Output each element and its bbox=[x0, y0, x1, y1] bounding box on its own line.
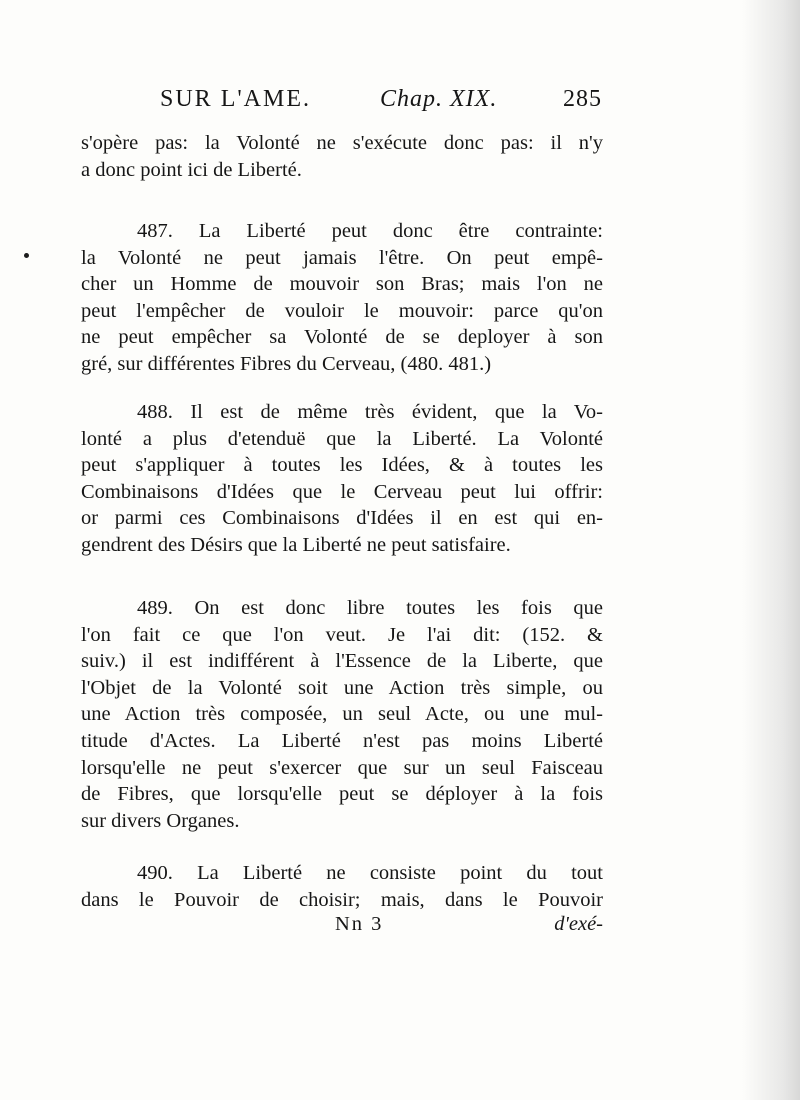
text-line: suiv.) il est indifférent à l'Essence de la Liberte, que bbox=[81, 650, 603, 673]
text-line: dans le Pouvoir de choisir; mais, dans le Pouvoir bbox=[81, 888, 603, 911]
text-line: ne peut empêcher sa Volonté de se deployer à son bbox=[81, 326, 603, 349]
running-header bbox=[160, 86, 602, 118]
chapter-label: Chap. XIX. bbox=[380, 86, 498, 112]
text-line: 487. La Liberté peut donc être contrainte: bbox=[137, 220, 603, 242]
text-line: la Volonté ne peut jamais l'être. On peut empê- bbox=[81, 246, 603, 269]
text-line: l'on fait ce que l'on veut. Je l'ai dit: (152. & bbox=[81, 623, 603, 646]
text-line: lonté a plus d'etenduë que la Liberté. La Volonté bbox=[81, 427, 603, 450]
text-line: sur divers Organes. bbox=[81, 809, 240, 832]
text-line: 490. La Liberté ne consiste point du tout bbox=[137, 862, 603, 884]
text-line: de Fibres, que lorsqu'elle peut se déployer à la fois bbox=[81, 783, 603, 806]
text-line: Combinaisons d'Idées que le Cerveau peut lui offrir: bbox=[81, 480, 603, 503]
text-line: gendrent des Désirs que la Liberté ne peut satisfaire. bbox=[81, 533, 511, 556]
text-line: cher un Homme de mouvoir son Bras; mais l'on ne bbox=[81, 273, 603, 296]
catchword: d'exé- bbox=[554, 913, 603, 935]
page-footer bbox=[81, 913, 603, 943]
page-number: 285 bbox=[563, 86, 602, 112]
paragraph-488 bbox=[81, 399, 603, 559]
text-line: s'opère pas: la Volonté ne s'exécute donc pas: il n'y bbox=[81, 132, 603, 154]
page-edge-shadow bbox=[742, 0, 800, 1100]
text-line: peut s'appliquer à toutes les Idées, & à toutes les bbox=[81, 454, 603, 477]
text-line: gré, sur différentes Fibres du Cerveau, (480. 481.) bbox=[81, 352, 492, 375]
text-line: 488. Il est de même très évident, que la Vo- bbox=[137, 401, 603, 423]
paragraph-continuation bbox=[81, 130, 603, 183]
text-line: peut l'empêcher de vouloir le mouvoir: parce qu'on bbox=[81, 299, 603, 322]
text-line: titude d'Actes. La Liberté n'est pas moins Liberté bbox=[81, 729, 603, 752]
text-line: l'Objet de la Volonté soit une Action très simple, ou bbox=[81, 676, 603, 699]
text-line: 489. On est donc libre toutes les fois que bbox=[137, 597, 603, 619]
paragraph-489 bbox=[81, 595, 603, 834]
text-line: a donc point ici de Liberté. bbox=[81, 158, 302, 181]
signature-mark: Nn 3 bbox=[335, 913, 384, 935]
text-line: une Action très composée, un seul Acte, ou une mul- bbox=[81, 703, 603, 726]
text-line: lorsqu'elle ne peut s'exercer que sur un seul Faisceau bbox=[81, 756, 603, 779]
paragraph-487 bbox=[81, 218, 603, 378]
margin-mark bbox=[24, 253, 29, 258]
text-line: or parmi ces Combinaisons d'Idées il en est qui en- bbox=[81, 507, 603, 530]
paragraph-490 bbox=[81, 860, 603, 913]
running-title: SUR L'AME. bbox=[160, 86, 312, 112]
